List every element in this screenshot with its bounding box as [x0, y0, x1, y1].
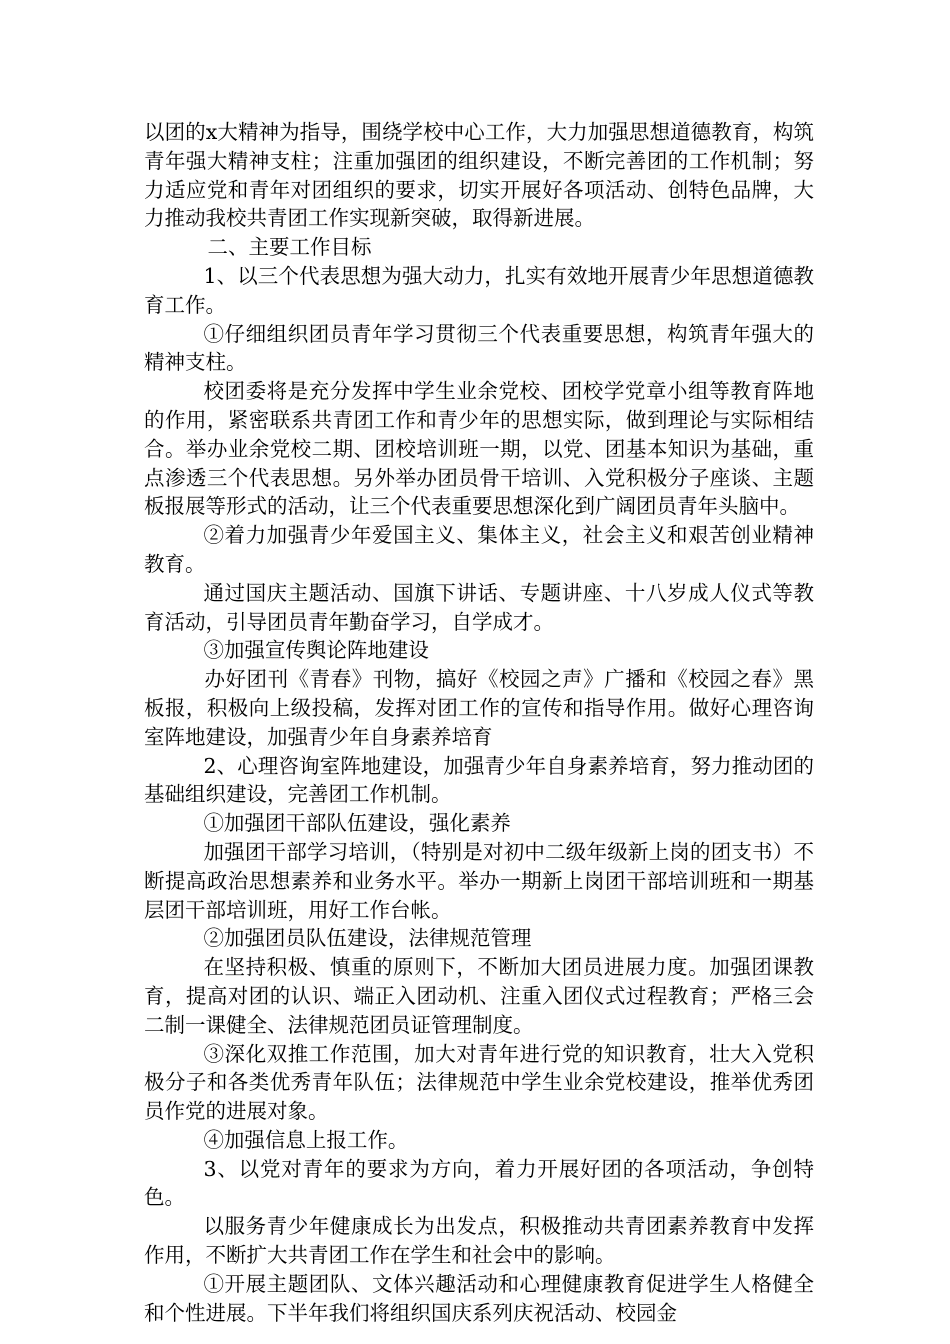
goal-1-item-2-body: 通过国庆主题活动、国旗下讲话、专题讲座、十八岁成人仪式等教育活动，引导团员青年勤奋学习，自学成才。	[144, 580, 814, 634]
goal-2-item-1-body: 加强团干部学习培训，（特别是对初中二级年级新上岗的团支书）不断提高政治思想素养和业务水平。举办一期新上岗团干部培训班和一期基层团干部培训班，用好工作台帐。	[144, 839, 814, 922]
goal-2-item-3: ③深化双推工作范围，加大对青年进行党的知识教育，壮大入党积极分子和各类优秀青年队伍；法律规范中学生业余党校建设，推举优秀团员作党的进展对象。	[144, 1041, 814, 1124]
goal-1-item-1: ①仔细组织团员青年学习贯彻三个代表重要思想，构筑青年强大的精神支柱。	[144, 321, 814, 375]
paragraph-intro: 以团的x大精神为指导，围绕学校中心工作，大力加强思想道德教育，构筑青年强大精神支柱；注重加强团的组织建设，不断完善团的工作机制；努力适应党和青年对团组织的要求，切实开展好各项活动、创特色品牌，大力推动我校共青团工作实现新突破，取得新进展。	[144, 120, 814, 231]
goal-2-item-2-body: 在坚持积极、慎重的原则下，不断加大团员进展力度。加强团课教育，提高对团的认识、端正入团动机、注重入团仪式过程教育；严格三会二制一课健全、法律规范团员证管理制度。	[144, 955, 814, 1037]
goal-3-item-1: ①开展主题团队、文体兴趣活动和心理健康教育促进学生人格健全和个性进展。下半年我们将组织国庆系列庆祝活动、校园金	[144, 1271, 814, 1325]
document-body	[144, 118, 814, 1327]
goal-3-body: 以服务青少年健康成长为出发点，积极推动共青团素养教育中发挥作用，不断扩大共青团工作在学生和社会中的影响。	[144, 1214, 814, 1268]
goal-1-item-1-body: 校团委将是充分发挥中学生业余党校、团校学党章小组等教育阵地的作用，紧密联系共青团工作和青少年的思想实际，做到理论与实际相结合。举办业余党校二期、团校培训班一期，以党、团基本知识为基础，重点渗透三个代表思想。另外举办团员骨干培训、入党积极分子座谈、主题板报展等形式的活动，让三个代表重要思想深化到广阔团员青年头脑中。	[144, 379, 814, 519]
goal-2-item-4: ④加强信息上报工作。	[203, 1127, 409, 1152]
section-heading-main-goals: 二、主要工作目标	[207, 235, 372, 260]
goal-1-item-3-body: 办好团刊《青春》刊物，搞好《校园之声》广播和《校园之春》黑板报，积极向上级投稿，发挥对团工作的宣传和指导作用。做好心理咨询室阵地建设，加强青少年自身素养培育	[144, 667, 814, 749]
goal-2-heading: 2、心理咨询室阵地建设，加强青少年自身素养培育，努力推动团的基础组织建设，完善团工作机制。	[144, 753, 814, 807]
goal-1-item-2: ②着力加强青少年爱国主义、集体主义，社会主义和艰苦创业精神教育。	[144, 523, 814, 576]
goal-1-item-3: ③加强宣传舆论阵地建设	[203, 638, 429, 663]
goal-3-heading: 3、以党对青年的要求为方向，着力开展好团的各项活动，争创特色。	[144, 1156, 814, 1210]
goal-1-heading: 1、以三个代表思想为强大动力，扎实有效地开展青少年思想道德教育工作。	[144, 263, 814, 317]
goal-2-item-1: ①加强团干部队伍建设，强化素养	[203, 811, 511, 836]
goal-2-item-2: ②加强团员队伍建设，法律规范管理	[203, 926, 532, 951]
